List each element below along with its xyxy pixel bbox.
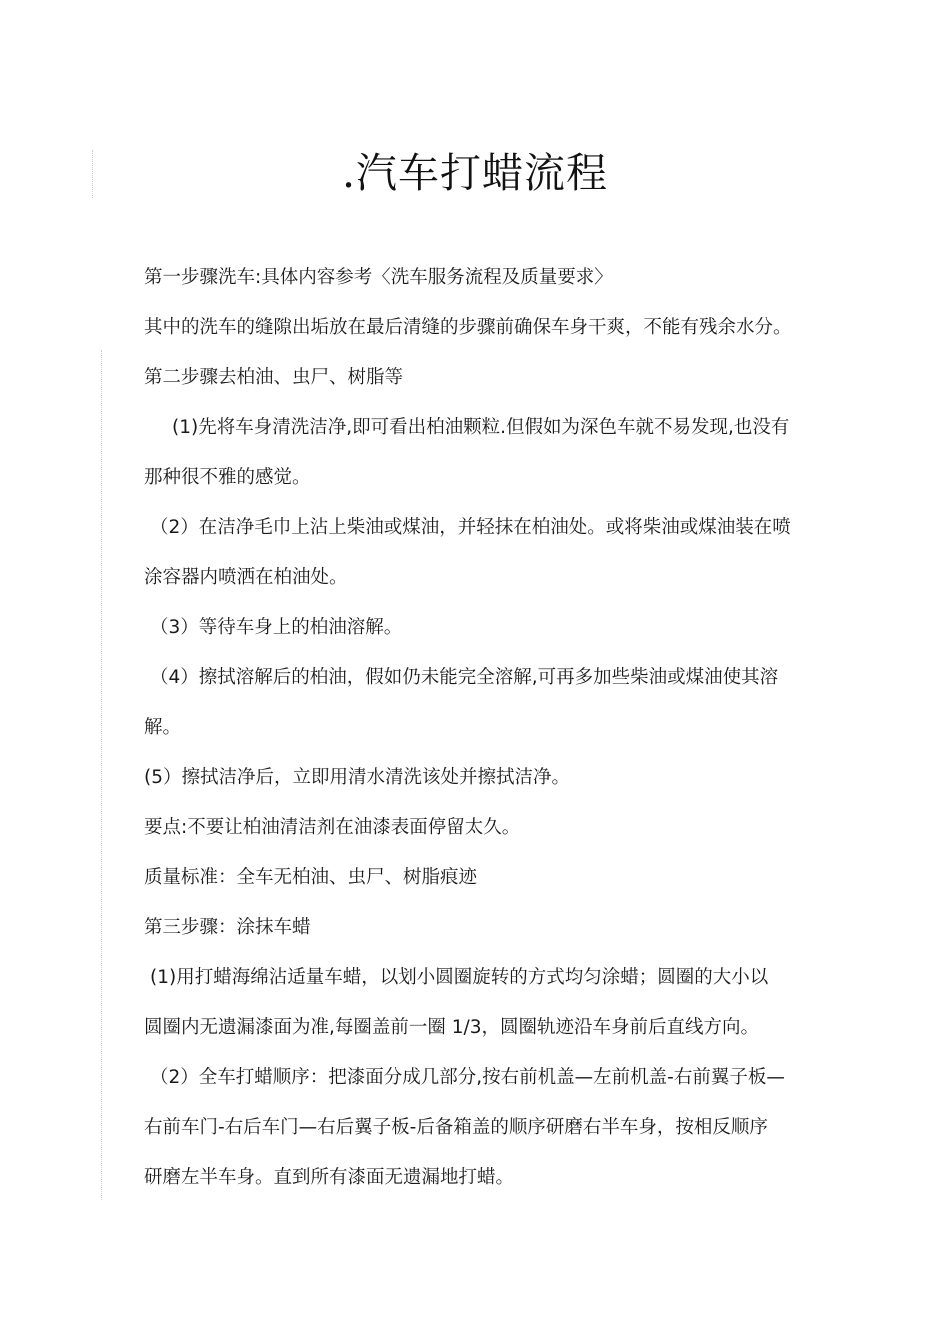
margin-mark-side xyxy=(101,350,102,1200)
step-3-heading: 第三步骤：涂抹车蜡 xyxy=(144,917,311,938)
step-2-item-1: (1)先将车身清洗洁净,即可看出柏油颗粒.但假如为深色车就不易发现,也没有 xyxy=(172,417,790,438)
step-2-item-5: (5）擦拭洁净后，立即用清水清洗该处并擦拭洁净。 xyxy=(144,767,570,788)
step-2-item-1-cont: 那种很不雅的感觉。 xyxy=(144,467,311,488)
step-3-item-1: (1)用打蜡海绵沾适量车蜡，以划小圆圈旋转的方式均匀涂蜡；圆圈的大小以 xyxy=(150,967,769,988)
step-3-item-2: （2）全车打蜡顺序：把漆面分成几部分,按右前机盖—左前机盖-右前翼子板— xyxy=(150,1067,785,1088)
step-3-item-2-cont: 右前车门-右后车门—右后翼子板-后备箱盖的顺序研磨右半车身，按相反顺序 xyxy=(144,1117,768,1138)
step-3-item-1-cont: 圆圈内无遗漏漆面为准,每圈盖前一圈 1/3，圆圈轨迹沿车身前后直线方向。 xyxy=(144,1017,760,1038)
key-point: 要点:不要让柏油清洁剂在油漆表面停留太久。 xyxy=(144,817,521,838)
step-2-heading: 第二步骤去柏油、虫尸、树脂等 xyxy=(144,367,404,388)
step-3-item-2-cont-2: 研磨左半车身。直到所有漆面无遗漏地打蜡。 xyxy=(144,1167,515,1188)
step-2-item-2: （2）在洁净毛巾上沾上柴油或煤油，并轻抹在柏油处。或将柴油或煤油装在喷 xyxy=(150,517,791,538)
document-body xyxy=(144,253,816,1203)
step-2-item-4: （4）擦拭溶解后的柏油，假如仍未能完全溶解,可再多加些柴油或煤油使其溶 xyxy=(150,667,779,688)
step-2-item-3: （3）等待车身上的柏油溶解。 xyxy=(150,617,403,638)
step-1-note: 其中的洗车的缝隙出垢放在最后清缝的步骤前确保车身干爽，不能有残余水分。 xyxy=(144,317,792,338)
step-2-item-2-cont: 涂容器内喷洒在柏油处。 xyxy=(144,567,348,588)
page-title: .汽车打蜡流程 xyxy=(341,149,609,197)
quality-standard: 质量标准：全车无柏油、虫尸、树脂痕迹 xyxy=(144,867,478,888)
step-1-heading: 第一步骤洗车:具体内容参考〈洗车服务流程及质量要求〉 xyxy=(144,267,613,288)
step-2-item-4-cont: 解。 xyxy=(144,717,182,738)
